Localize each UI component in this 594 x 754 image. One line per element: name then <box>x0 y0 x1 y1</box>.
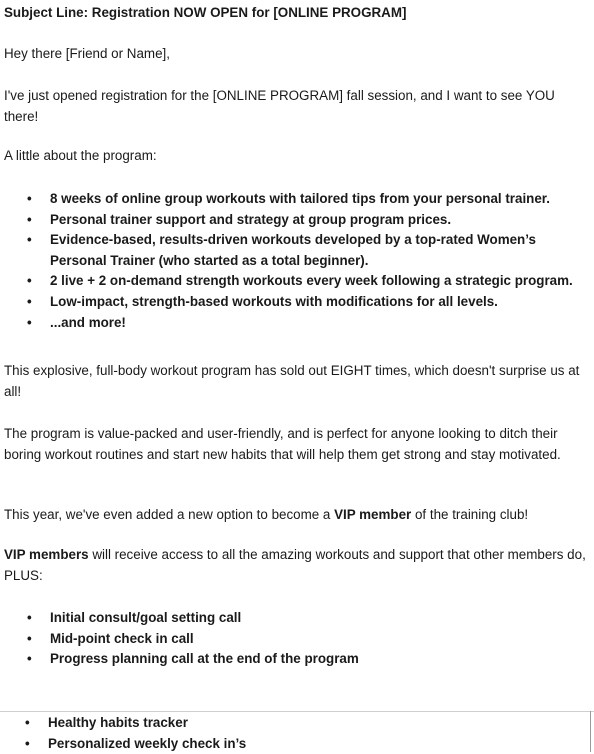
vip-member-emphasis: VIP member <box>334 507 412 522</box>
list-item-text: Healthy habits tracker <box>48 715 188 730</box>
vip-members-text: will receive access to all the amazing workouts and support that other members do, PLUS: <box>4 547 586 583</box>
list-item <box>0 230 590 271</box>
intro-paragraph: I've just opened registration for the [ONLINE PROGRAM] fall session, and I want to see YOU there! <box>4 88 555 124</box>
list-item <box>0 313 590 334</box>
list-item <box>0 713 588 734</box>
list-item <box>0 629 590 650</box>
list-item-text: ...and more! <box>50 314 126 330</box>
bullet-icon: • <box>25 735 30 751</box>
list-item-text: Personalized weekly check in’s <box>48 735 247 751</box>
greeting: Hey there [Friend or Name], <box>4 46 170 61</box>
list-item-text: Low-impact, strength-based workouts with modifications for all levels. <box>50 293 498 309</box>
about-heading: A little about the program: <box>4 148 157 163</box>
bullet-icon: • <box>27 293 32 309</box>
bullet-icon: • <box>27 211 32 227</box>
list-item-text: Initial consult/goal setting call <box>50 610 242 625</box>
value-paragraph: The program is value-packed and user-friendly, and is perfect for anyone looking to ditch their boring workout routines and start new habits that will help them get strong and stay motivated. <box>4 426 561 462</box>
list-item-text: Mid-point check in call <box>50 630 194 646</box>
vip-points-list <box>0 608 594 670</box>
vip-intro-paragraph <box>4 505 590 526</box>
subject-line: Subject Line: Registration NOW OPEN for [ONLINE PROGRAM] <box>4 5 407 20</box>
vip-members-emphasis: VIP members <box>4 547 89 562</box>
bullet-icon: • <box>27 314 32 330</box>
list-item-text: Evidence-based, results-driven workouts developed by a top-rated Women’s Personal Trainer (who started as a total beginner). <box>50 232 536 268</box>
page-break-divider <box>0 711 594 712</box>
list-item <box>0 734 588 754</box>
vip-intro-text: This year, we've even added a new option to become a <box>4 507 335 522</box>
bullet-icon: • <box>27 191 32 206</box>
bullet-icon: • <box>27 610 32 625</box>
extra-points-list <box>0 713 594 754</box>
list-item <box>0 210 590 231</box>
list-item <box>0 189 590 210</box>
list-item-text: 2 live + 2 on-demand strength workouts every week following a strategic program. <box>50 273 573 289</box>
vip-intro-tail: of the training club! <box>411 507 529 522</box>
list-item <box>0 608 590 629</box>
list-item-text: Personal trainer support and strategy at group program prices. <box>50 211 452 227</box>
list-item-text: 8 weeks of online group workouts with tailored tips from your personal trainer. <box>50 191 550 206</box>
list-item-text: Progress planning call at the end of the program <box>50 651 359 667</box>
list-item <box>0 271 590 292</box>
bullet-icon: • <box>27 651 32 667</box>
program-points-list <box>0 189 594 333</box>
bullet-icon: • <box>25 715 30 730</box>
sold-out-paragraph: This explosive, full-body workout program has sold out EIGHT times, which doesn't surprise us at all! <box>4 363 580 399</box>
list-item <box>0 292 590 313</box>
list-item <box>0 649 590 670</box>
bullet-icon: • <box>27 232 32 248</box>
bullet-icon: • <box>27 630 32 646</box>
vip-members-paragraph <box>4 545 590 586</box>
bullet-icon: • <box>27 273 32 289</box>
